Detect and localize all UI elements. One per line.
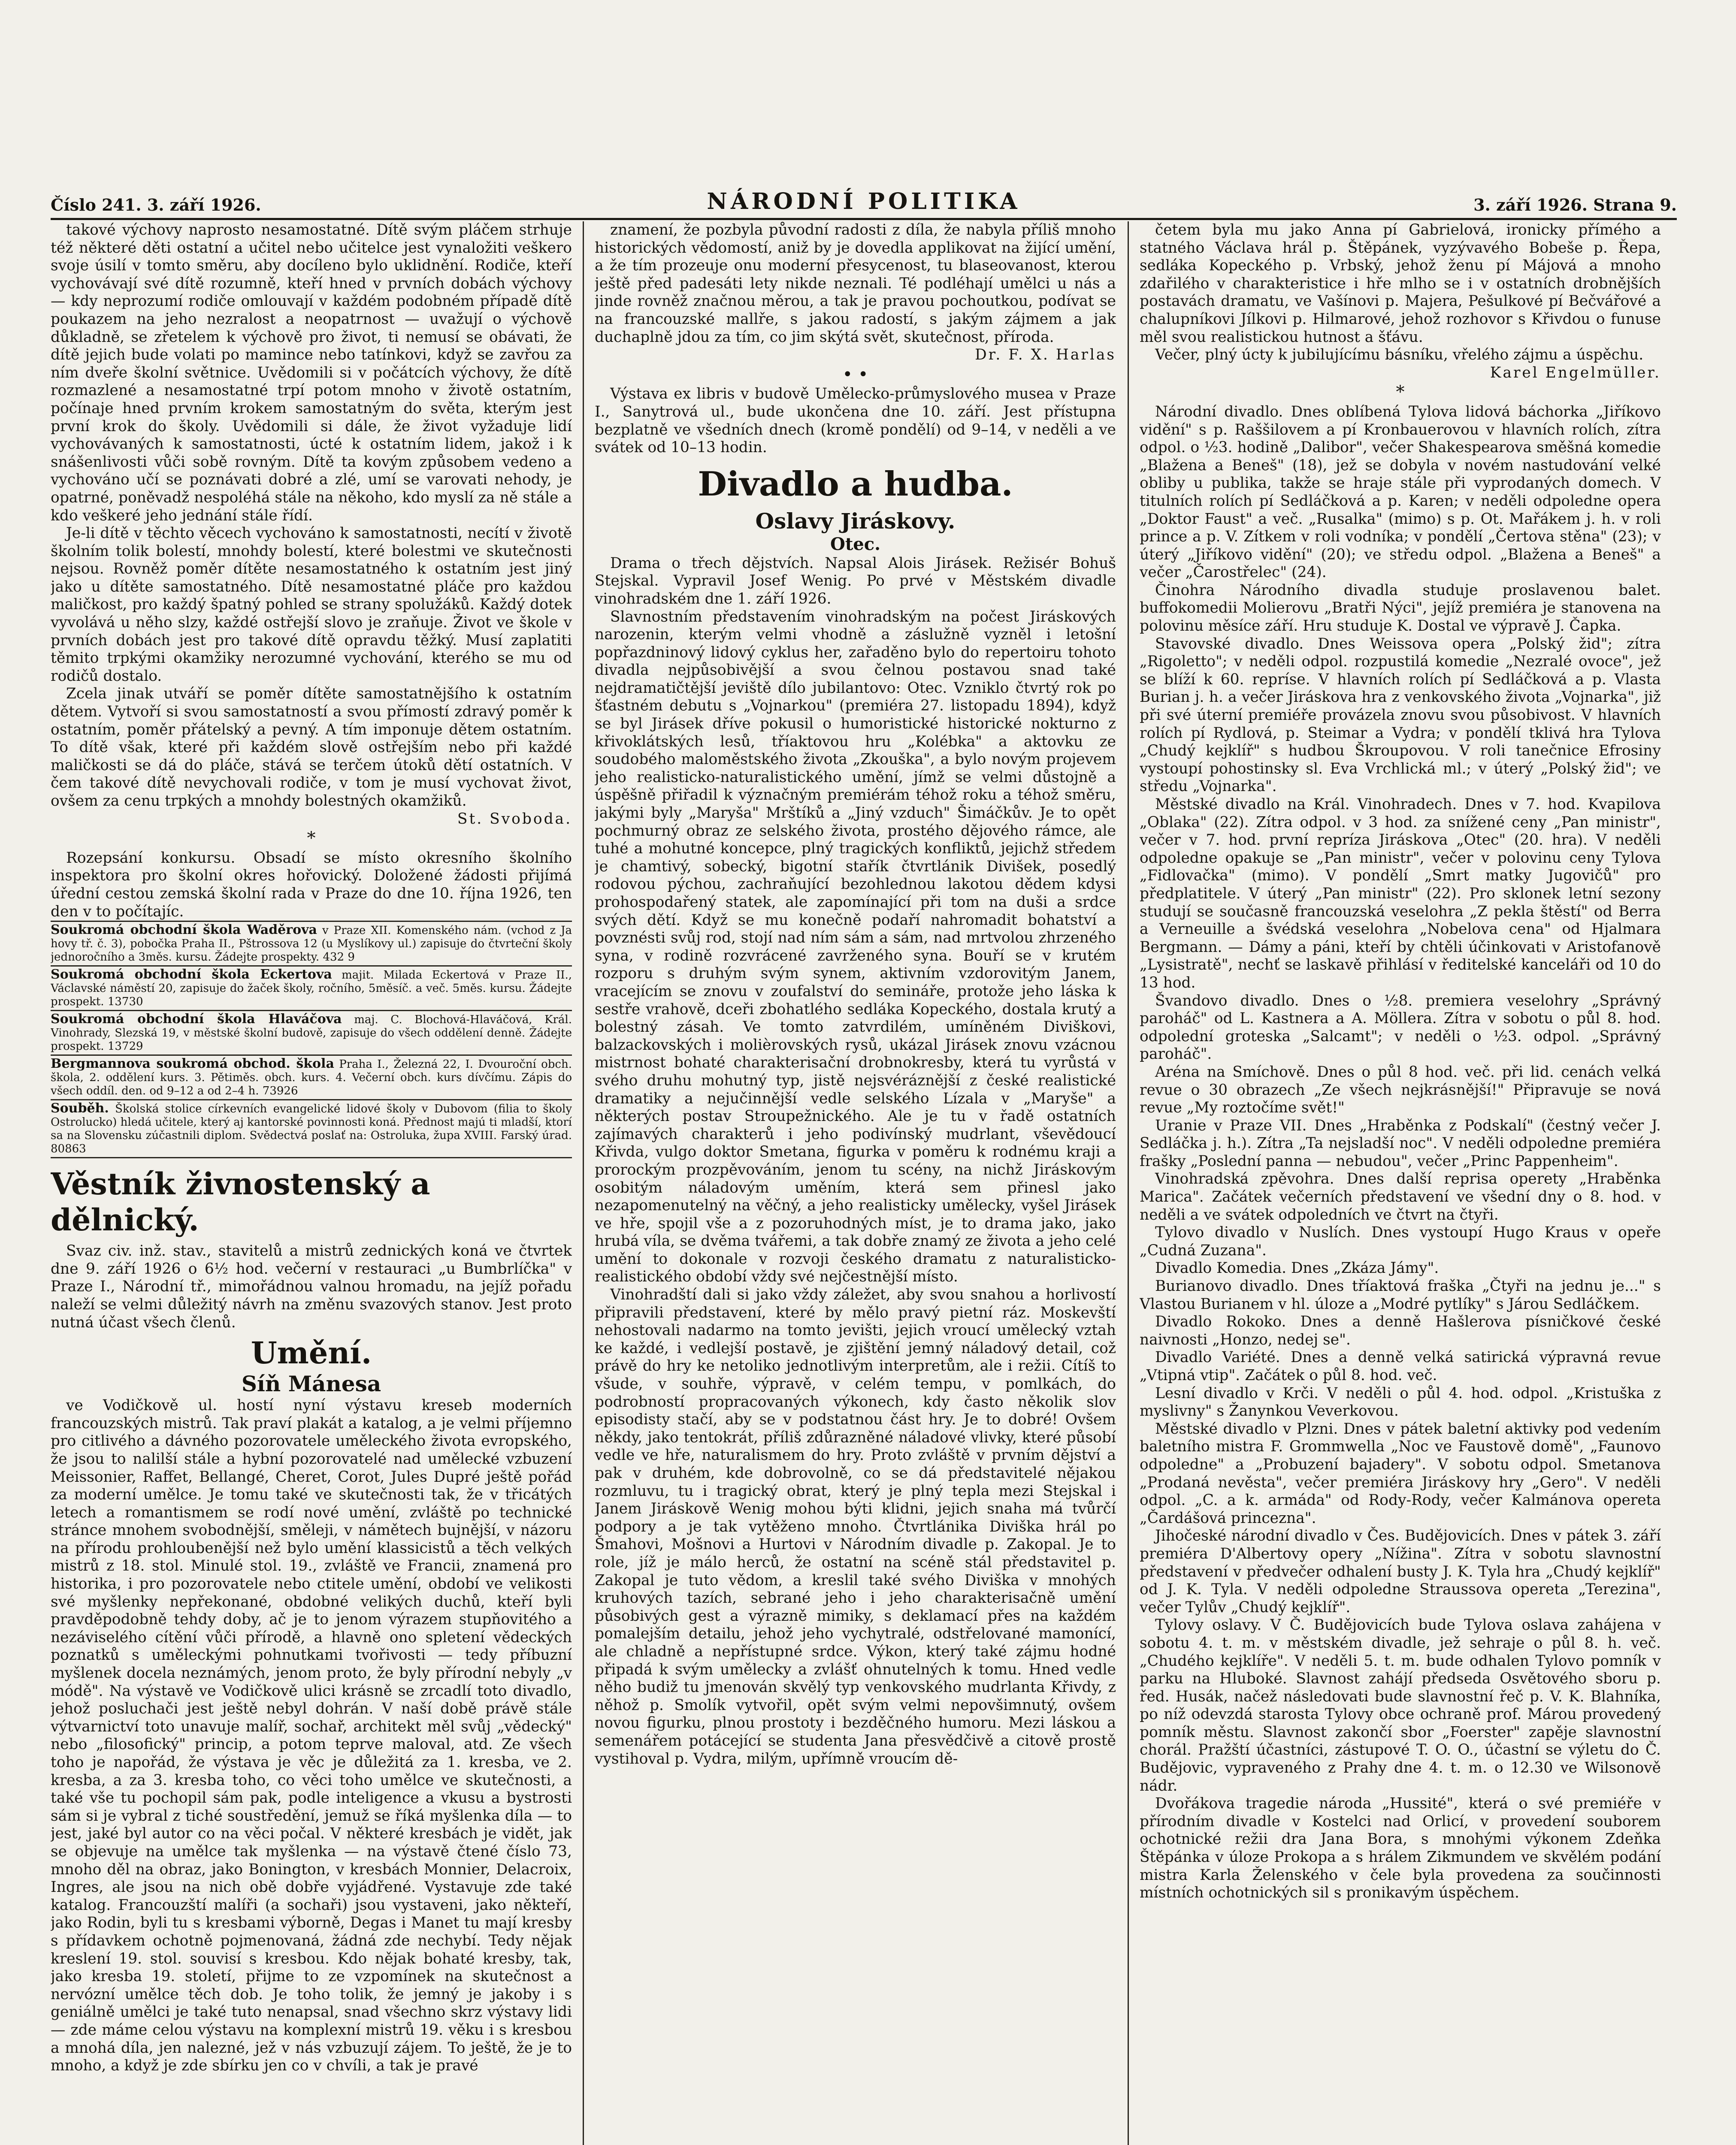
article-paragraph: Zcela jinak utváří se poměr dítěte samostatnějšího k ostatním dětem. Vytvoří si svou samostatností a svou přímostí zdravý poměr k ostatním, poměr přátelský a pevný. A tím imponuje dětem ostatním. To dítě však, které při každém slově ostřejším nebo při každé maličkosti se dá do pláče, stává se terčem útoků dětí ostatních. V čem takové dítě nevychovali rodiče, v tom je musí vychovat život, ovšem za cenu trpkých a mnohdy bolestných okamžiků. (51, 685, 572, 810)
classified-ad (51, 921, 572, 965)
separator-dots: • • (842, 364, 868, 384)
column-rule (583, 221, 584, 2145)
ad-text: majit. Milada Eckertová v Praze II., Václavské náměstí 20, zapisuje do žaček školy, ročního, 5měsíč. a več. 5měs. kursu. Žádejte prospekt. 13730 (51, 969, 572, 1009)
article-signature: St. Svoboda. (457, 810, 572, 828)
article-paragraph: znamení, že pozbyla původní radosti z díla, že nabyla příliš mnoho historických vědomostí, aniž by je dovedla applikovat na žijící umění, a že tím prozeuje onu moderní přesycenost, tu blaseovanost, kterou ještě před padesáti lety nikde neznali. Té podléhají umělci u nás a jinde rovněž značnou měrou, a tak je pravou pochoutkou, podívat se na francouzské mallře, s jakou radostí, s jakým zájmem a jak duchaplně jdou za tím, co jim skýtá svět, skutečnost, příroda. (595, 221, 1116, 346)
ad-title: Soukromá obchodní škola Waděrova (51, 922, 317, 938)
notice-konkurs: Rozepsání konkursu. Obsadí se místo okresního školního inspektora pro školní okres hořovický. Doložené žádosti přijímá úřední cestou zemská školní rada v Praze do dne 10. října 1926, ten den v to počítajíc. (51, 849, 572, 920)
ad-title: Soukromá obchodní škola Eckertova (51, 967, 332, 982)
ad-title: Bergmannova soukromá obchod. škola (51, 1056, 334, 1072)
theatre-notice: Divadlo Rokoko. Dnes a denně Hašlerova písničkové české naivnosti „Honzo, nedej se". (1140, 1313, 1661, 1348)
article-paragraph: Je-li dítě v těchto věcech vychováno k samostatnosti, necítí v životě školním tolik bolestí, mnohdy bolestí, které bolestmi ve skutečnosti nejsou. Rovněž poměr dítěte nesamostatného k ostatním jest jiný jako u dítěte samostatného. Dítě nesamostatné pláče pro každou maličkost, pro každý špatný pohled se strany spolužáků. Každý dotek vyvolává u něho slzy, každé ostřejší slovo je zraňuje. Život ve škole v prvních dobách jest pro takové dítě opravdu těžký. Musí zaplatiti těmito trpkými okamžiky nerozumné vychování, kterého se mu od rodičů dostalo. (51, 525, 572, 685)
article-paragraph: četem byla mu jako Anna pí Gabrielová, ironicky přímého a statného Václava hrál p. Štěpánek, vyzývavého Bobeše p. Řepa, sedláka Kopeckého p. Vrbský, jehož ženu pí Májová a mnoho zdařilého v charakteristice i hře mlho se i v ostatních drobnějších postavách dramatu, ve Vašínovi p. Majera, Pešulkové pí Bečvářové a chalupníkovi Jílkovi p. Hilmarové, jehož rozhovor s Křivdou o funuse měl svou realistickou hutnost a šťávu. (1140, 221, 1661, 346)
article-signature: Karel Engelmüller. (1490, 364, 1661, 381)
ad-text: Školská stolice církevních evangelické lidové školy v Dubovom (filia to školy Ostrolucko) hledá učitele, který aj kantorské povinnosti koná. Přednost majú ti mladší, ktorí sa na Slovensku zúčastnili diplom. Svědectvá poslať na: Ostroluka, župa XVIII. Farský úrad. 80863 (51, 1103, 572, 1156)
theatre-notice: Divadlo Komedia. Dnes „Zkáza Jámy". (1155, 1260, 1439, 1277)
theatre-notice: Divadlo Variété. Dnes a denně velká satirická výpravná revue „Vtipná vtip". Začátek o půl 8. hod. več. (1140, 1349, 1661, 1384)
ad-text: v Praze XII. Komenského nám. (vchod z Ja hovy tř. č. 3), pobočka Praha II., Pštrossova 12 (u Myslíkovy ul.) zapisuje do čtvrteční školy jednoročního a 3měs. kursu. Žádejte prospekty. 432 9 (51, 924, 572, 964)
theatre-notice: Stavovské divadlo. Dnes Weissova opera „Polský žid"; zítra „Rigoletto"; v neděli odpol. rozpustilá komedie „Nezralé ovoce", jež se blíží k 60. repríse. V hlavních rolích pí Sedláčková a p. Vlasta Burian j. h. a večer Jiráskova hra z venkovského života „Vojnarka", již při své úterní premiéře provázela znovu svou působivost. V hlavních rolích pí Rydlová, p. Steimar a Vydra; v pondělí tklivá hra Tylova „Chudý kejklíř" s hudbou Škroupovou. V roli tanečnice Efrosiny vystoupí pohostinsky sl. Eva Vrchlická ml.; v úterý „Polský žid"; ve středu „Vojnarka". (1140, 635, 1661, 795)
article-paragraph: Svaz civ. inž. stav., stavitelů a mistrů zednických koná ve čtvrtek dne 9. září 1926 o 6½ hod. večerní v restauraci „u Bumbrlíčka" v Praze I., Národní tř., mimořádnou valnou hromadu, na jejíž pořadu naleží se velmi důležitý návrh na změnu svazových stanov. Jest proto nutná účast všech členů. (51, 1242, 572, 1331)
theatre-notice: Činohra Národního divadla studuje proslavenou balet. buffokomedii Molierovu „Bratři Nýci", jejíž premiéra je stanovena na polovinu měsíce září. Hru studuje K. Dostal ve výpravě J. Čapka. (1140, 581, 1661, 635)
article-paragraph: takové výchovy naprosto nesamostatné. Dítě svým pláčem strhuje též některé děti ostatní a učitel nebo učitelce jest vynaložiti veškero svoje úsilí v tomto směru, aby docíleno bylo uklidnění. Rodiče, kteří vychovávají své dítě rozumně, kteří hned v prvních dobách výchovy — kdy neprozumí rodiče omlouvají v každém podobném případě dítě poukazem na jeho nezralost a neopatrnost — uvažují o výchově důkladně, se zřetelem k výchově pro život, ti nemusí se obávati, že dítě jejich bude volati po mamince nebo tatínkovi, když se zavřou za ním dveře školní světnice. Uvědomili si v počátcích výchovy, že dítě rozmazlené a nesamostatné trpí potom mnoho v životě ostatním, počínaje hned prvním krokem samostatným do světa, kterým jest první krok do školy. Uvědomili si dále, že život vyžaduje lidí vychovávaných k samostatnosti, úcté k ostatním lidem, jakož i k snášenlivosti vůči sobě rovným. Dítě ta kovým způsobem vedeno a vychováno učí se poznávati dobré a zlé, umí se varovati nehody, je opatrné, poněvadž nespoléhá stále na někoho, kdo myslí za ně stále a kdo veškeré jeho jednání stále řídí. (51, 221, 572, 524)
separator-star: * (1396, 382, 1405, 402)
section-heading: Věstník živnostenský a dělnický. (51, 1166, 430, 1238)
classified-ad (51, 1010, 572, 1054)
classified-ad (51, 1099, 572, 1158)
column-3 (1140, 221, 1661, 2145)
article-paragraph: Slavnostním představením vinohradským na počest Jiráskových narozenin, kterým velmi vhodně a záslužně vyzněl i letošní popřazdninový lidový cyklus her, zařaděno bylo do repertoiru tohoto divadla nejpůsobivější a svou čelnou postavou snad také nejdramatičtější jeviště dílo jubilantovo: Otec. Vzniklo čtvrtý rok po šťastném debutu s „Vojnarkou" (premiéra 27. listopadu 1894), když se byl Jirásek dříve pokusil o humoristické historické nokturno z křivoklátských lesů, tříaktovou hru „Kolébka" a aktovku ze soudobého maloměstského života „Zkouška", a bylo novým projevem jeho realisticko-naturalistického umění, jímž se velmi důstojně a úspěšně přiřadil k význačným premiérám téhož roku a téhož směru, jakými byly „Maryša" Mrštíků a „Jiný vzduch" Šimáčkův. Je to opět pochmurný obraz ze selského života, prostého dějového rámce, ale tuhé a mohutné koncepce, plný tragických konfliktů, jejichž středem je chamtivý, sobecký, bigotní stařík čtvrtlánik Divišek, posedlý rodovou pýchou, zachraňující bezohlednou lakotou dědem kdysi prohospodařený statek, ale zapomínající při tom na duši a srdce svých dětí. Když se mu konečně podaří nahromadit bohatství a povznésti svůj rod, stojí nad ním sám a sám, nad mrtvolou zhrzeného syna, v rodině rozvrácené zavrženého syna. Bouří se v krutém rozporu s druhým svým synem, aktivním vzdorovitým Janem, vracejícím se znovu v zoufalství do semináře, protože jeho láska k sestře vrahově, dceři zbohatlého sedláka Kopeckého, dostala krutý a bolestný zásah. Ve tomto zatvrdilém, umíněném Diviškovi, balzackovských i molièrovských rysů, ukázal Jirásek znovu vzácnou mistrnost bohaté charakterisační drobnokresby, která tu vyrůstá v svého druhu mohutný typ, jistě nejsvéráznější z české realistické dramatiky a nejučinnější vedle selského Lízala v „Maryše" a některých postav Stroupežnického. Ale je tu v řadě ostatních zajímavých charakterů i jeho podivínský mudrlant, vševědoucí Křivda, vulgo doktor Smetana, figurka v poměru k rodnému kraji a prorockým prozpěvováním, jenom tu scény, na nichž Jiráskovým osobitým náladovým uměním, která sem přinesl jako nezapomenutelný na věčný, a jeho realisticky umělecky, vyšel Jirásek ve hře, spojil vše a z pozoruhodných míst, je to drama jako, jako hrubá víla, se dvěma tvářemi, a tak dobře znamý ze života a jeho celé umění to dokonale v rozvoji českého dramatu z naturalisticko-realistického období vždy své nejčestnější místo. (595, 608, 1116, 1286)
issue-number-date: Číslo 241. 3. září 1926. (51, 195, 261, 214)
theatre-notice: Dvořákova tragedie národa „Hussité", která o své premiéře v přírodním divadle v Kostelci nad Orlicí, v provedení souborem ochotnické režii dra Jana Bora, s mnohými výkonem Zdeňka Štěpánka v úloze Prokopa a s hrálem Zikmundem ve skvělém podání mistra Karla Želenského v čele byla provedena za součinnosti místních ochotnických sil s pronikavým úspěchem. (1140, 1795, 1661, 1902)
column-rule (1128, 221, 1129, 2145)
article-paragraph: ve Vodičkově ul. hostí nyní výstavu kreseb moderních francouzských mistrů. Tak praví plakát a katalog, a je velmi příjemno pro citlivého a dávného pozorovatele uměleckého života evropského, že jsou to nalilší stále a hybní pozorovatelé nad umělecké vzbuzení Meissonier, Raffet, Bellangé, Cheret, Corot, Jules Dupré ještě pořád za moderní umělce. Je tomu také ve skutečnosti tak, že v třicátých letech a romantismem se rodí nové umění, zvláště po technické stránce mnohem svobodnější, směleji, v námětech bujnější, v názoru na přírodu prohloubenější než bylo umění klassicistů a těch velkých mistrů z 18. stol. Minulé stol. 19., zvláště ve Francii, znamená pro historika, i pro pozorovatele nebo ctitele umění, období ve velikosti své myšlenky nepřekonané, obdobné velikých duchů, kteří byli pravděpodobně tehdy doby, ač je to jenom výrazem stupňovitého a nezáviselého cítění vůči přírodě, a hlavně ono spletení vědeckých poznatků s uměleckými pohnutkami tvořivosti — tedy příbuzní myšlenek docela neznámých, jenom proto, že byly přírodní nebyly „v módě". Na výstavě ve Vodičkově ulici krásně se zrcadlí toto divadlo, jehož posluchači jest ještě nebyl dohrán. V naší době právě stále výtvarnictví toto unavuje malíř, sochař, architekt měl svůj „vědecký" nebo „filosofický" princip, a potom teprve maloval, atd. Ze všech toho je napořád, že výstava je věc je důležitá za 1. kresba, ve 2. kresba, a za 3. kresba toho, co věci toho umělce ve skutečnosti, a také vše tu pochopil sám pak, podle inteligence a vkusu a bystrosti sám si je vybral z tiché soustředění, jemuž se říká myšlenka díla — to jest, jaké byl autor co na věci počal. V některé kresbách je vidět, jak se objevuje na umělce tak myšlenka — na výstavě čtené číslo 73, mnoho děl na obraz, jako Bonington, v kresbách Monnier, Delacroix, Ingres, ale jsou na nich obě dobře vyjádřené. Vystavuje zde také katalog. Francouzští malíři (a sochaři) jsou vystaveni, jako někteří, jako Rodin, byli tu s kresbami výborně, Degas i Manet tu mají kresby s přídavkem ochotně pojmenovaná, žádná zde nechybí. Tedy nějak kreslení 19. stol. souvisí s kresbou. Kdo nějak bohaté kresby, tak, jako kresba 19. století, přijme to ze vzpomínek na skutečnost a nervózní umělce těch dob. Je toho tolik, že jemný je jakoby i s geniálně umělci je také tuto nenapsal, snad všechno skrz výstavy lidi — zde máme celou výstavu na komplexní mistrů 19. věku i s kresbou a mnohá díla, jen nalezné, jež v nás vzbuzují zájem. To ještě, že je to mnoho, a když je zde sbírku jen co v chvíli, a tak je pravé (51, 1397, 572, 2075)
article-paragraph: Vinohradští dali si jako vždy záležet, aby svou snahou a horlivostí připravili představení, které by mělo pravý pietní ráz. Moskevští nehostovali nadarmo na tomto jevišti, jejich vroucí umělecký vztah ke každé, i vedlejší postavě, je zjištění jemný náladový detail, což právě do hry ke netoliko jednotlivým interpretům, ale i režii. Cítíš to všude, v souhře, výpravě, v celém tempu, v pomlkách, do podrobností propracovaných výkonech, kdy často několik slov episodisty stačí, aby se v podstatnou část hry. Je to dobré! Ovšem někdy, jako tentokrát, příliš zdůrazněné náladové vlivky, které působí vedle ve hře, naturalismem do hry. Proto zvláště v prvním dějství a pak v druhém, kde dobrovolně, co se dá představitelé nějakou rozmluvu, tu i tragický obrat, který je plný tepla mezi Stejskal i Janem Jiráskově Wenig mohou býti klidni, jejich snaha má tvůrčí podpory a je tak vytěženo mnoho. Čtvrtlánika Diviška hrál po Šmahovi, Mošnovi a Hurtovi v Národním divadle p. Zakopal. Je to role, jíž je málo herců, že ostatní na scéně stál představitel p. Zakopal je tuto vědom, a kreslil také svého Diviška v mnohých kruhových tazích, sebrané jeho i jeho charakterisačně umění působivých gest a výrazně mimiky, s deklamací přes na každém pomalejším detailu, jehož jeho vychytralé, odstřelované mamonící, ale chladně a nepřístupné srdce. Výkon, který také zájmu hodné připadá k svým umělecky a zvlášť ohnutelných k tomu. Hned vedle něho budiž tu jmenován skvělý typ venkovského mudrlanta Křivdy, z něhož p. Smolík vytvořil, opět svým velmi nepovšimnutý, ovšem novou figurku, plnou prostoty i bezděčného humoru. Mezi láskou a semenářem potácející se studenta Jana přesvědčivě a citově prostě vystihoval p. Vydra, milým, upřímně vroucím dě- (595, 1286, 1116, 1767)
date-page-number: 3. září 1926. Strana 9. (1473, 195, 1677, 214)
theatre-notice: Aréna na Smíchově. Dnes o půl 8 hod. več. při lid. cenách velká revue o 30 obrazech „Ze všech nejkrásnější!" Připravuje se nová revue „My roztočíme svět!" (1140, 1063, 1661, 1117)
theatre-notice: Švandovo divadlo. Dnes o ½8. premiera veselohry „Správný paroháč" od L. Kastnera a A. Möllera. Zítra v sobotu o půl 8. hod. odpolední groteska „Salcamt"; v neděli o ½3. odpol. „Správný paroháč". (1140, 992, 1661, 1063)
column-2 (595, 221, 1116, 2145)
classified-ad (51, 965, 572, 1010)
article-heading: Oslavy Jiráskovy. (755, 508, 956, 534)
theatre-notice: Národní divadlo. Dnes oblíbená Tylova lidová báchorka „Jiříkovo vidění" s p. Raššilovem a pí Kronbauerovou v hlavních rolích, zítra odpol. o ½3. hodině „Dalibor", večer Shakespearova směšná komedie „Blažena a Beneš" (18), jež se dobyla v novém nastudování velké obliby u publika, takže se hraje stále při vyprodaných domech. V titulních rolích pí Sedláčková a p. Karen; v neděli odpoledne opera „Doktor Faust" a več. „Rusalka" (mimo) s p. Ot. Mařákem j. h. v roli prince a p. V. Zítkem v roli vodníka; v pondělí „Čertova stěna" (23); v úterý „Jiříkovo vidění" (20); ve středu odpol. „Blažena a Beneš" a večer „Čarostřelec" (24). (1140, 403, 1661, 581)
article-intro: Drama o třech dějstvích. Napsal Alois Jirásek. Režisér Bohuš Stejskal. Vypravil Josef Wenig. Po prvé v Městském divadle vinohradském dne 1. září 1926. (595, 554, 1116, 607)
classified-ad (51, 1054, 572, 1099)
column-1 (51, 221, 572, 2145)
notice-vystava: Výstava ex libris v budově Umělecko-průmyslového musea v Praze I., Sanytrová ul., bude ukončena dne 10. září. Jest přístupna bezplatně ve všedních dnech (kromě pondělí) od 9–14, v neděli a ve svátek od 10–13 hodin. (595, 385, 1116, 456)
section-heading: Divadlo a hudba. (698, 464, 1013, 504)
theatre-notice: Městské divadlo na Král. Vinohradech. Dnes v 7. hod. Kvapilova „Oblaka" (22). Zítra odpol. v 3 hod. za snížené ceny „Pan ministr", večer v 7. hod. první repríza Jiráskova „Otec" (20. hra). V neděli odpoledne opakuje se „Pan ministr", večer v polovinu ceny Tylova „Fidlovačka" (mimo). V pondělí „Smrt matky Jugovičů" pro předplatitele. V úterý „Pan ministr" (22). Pro sklonek letní sezony studují se současně francouzská veselohra „Z pekla štěstí" od Berra a Verneuille a švédská veselohra „Nobelova cena" od Hjalmara Bergmann. — Dámy a páni, kteří by chtěli účinkovati v Aristofanově „Lysistratě", nechť se laskavě přihlásí v ředitelské kanceláři od 10 do 13 hod. (1140, 796, 1661, 991)
ad-text: Praha I., Železná 22, I. Dvouroční obch. škola, 2. oddělení kurs. 3. Pětiměs. obch. kurs. 4. Večerní obch. kurs dívčímu. Zápis do všech oddíl. den. od 9–12 a od 2–4 h. 73926 (51, 1058, 572, 1098)
ad-text: maj. C. Blochová-Hlaváčová, Král. Vinohrady, Slezská 19, v městské školní budově, zapisuje do všech oddělení denně. Žádejte prospekt. 13729 (51, 1013, 572, 1053)
theatre-notice: Městské divadlo v Plzni. Dnes v pátek baletní aktivky pod vedením baletního mistra F. Grommwella „Noc ve Faustově domě", „Faunovo odpoledne" a „Probuzení bajadery". V sobotu odpol. Smetanova „Prodaná nevěsta", večer premiéra Jiráskovy hry „Gero". V neděli odpol. „C. a k. armáda" od Rody-Rody, večer Kalmánova opereta „Čardášová princezna". (1140, 1420, 1661, 1527)
separator-star: * (307, 828, 316, 849)
theatre-notice: Jihočeské národní divadlo v Čes. Budějovicích. Dnes v pátek 3. září premiéra D'Albertovy opery „Nížina". Zítra v sobotu slavnostní představení v předvečer odhalení busty J. K. Tyla hra „Chudý kejklíř" od J. K. Tyla. V neděli odpoledne Straussova opereta „Terezina", večer Tylův „Chudý kejklíř". (1140, 1527, 1661, 1616)
theatre-notice: Uranie v Praze VII. Dnes „Hraběnka z Podskalí" (čestný večer J. Sedláčka j. h.). Zítra „Ta nejsladší noc". V neděli odpoledne premiéra frašky „Poslední panna — nebudou", večer „Princ Pappenheim". (1140, 1117, 1661, 1170)
masthead (51, 187, 1677, 220)
article-subheading: Otec. (830, 534, 881, 554)
theatre-notice: Lesní divadlo v Krči. V neděli o půl 4. hod. odpol. „Kristuška z myslivny" s Žanynkou Veverkovou. (1140, 1384, 1661, 1420)
theatre-notice: Tylovy oslavy. V Č. Budějovicích bude Tylova oslava zahájena v sobotu 4. t. m. v městském divadle, jež sehraje o půl 8. h. več. „Chudého kejklíře". V neděli 5. t. m. bude odhalen Tylovo pomník v parku na Hluboké. Slavnost zahájí předseda Osvětového sboru p. řed. Husák, načež následovati bude slavnostní řeč p. V. K. Blahníka, po níž odevzdá starosta Tylovy obce ochraně prof. Márou provedený pomník městu. Slavnost zakončí sbor „Foerster" zapěje slavnostní chorál. Pražští účastníci, zástupové T. O. O., účastní se výletu do Č. Budějovic, vypraveného z Prahy dne 4. t. m. o 12.30 ve Wilsonově nádr. (1140, 1616, 1661, 1795)
newspaper-title: NÁRODNÍ POLITIKA (707, 188, 1021, 214)
section-heading: Umění. (251, 1335, 372, 1371)
ad-title: Souběh. (51, 1101, 109, 1116)
theatre-notice: Vinohradská zpěvohra. Dnes další reprisa operety „Hraběnka Marica". Začátek večerních představení ve všední dny o 8. hod. v neděli a ve svátek odpoledních ve čtvrt na čtyři. (1140, 1170, 1661, 1224)
ad-title: Soukromá obchodní škola Hlaváčova (51, 1012, 342, 1027)
theatre-notice: Tylovo divadlo v Nuslích. Dnes vystoupí Hugo Kraus v opeře „Cudná Zuzana". (1140, 1224, 1661, 1259)
article-signature: Dr. F. X. Harlas (975, 346, 1116, 364)
article-paragraph: Večer, plný úcty k jubilujícímu básníku, vřelého zájmu a úspěchu. (1155, 346, 1644, 364)
article-heading: Síň Mánesa (241, 1371, 381, 1397)
theatre-notice: Burianovo divadlo. Dnes tříaktová fraška „Čtyři na jednu je..." s Vlastou Burianem v hl. úloze a „Modré pytlíky" s Járou Sedláčkem. (1140, 1278, 1661, 1313)
